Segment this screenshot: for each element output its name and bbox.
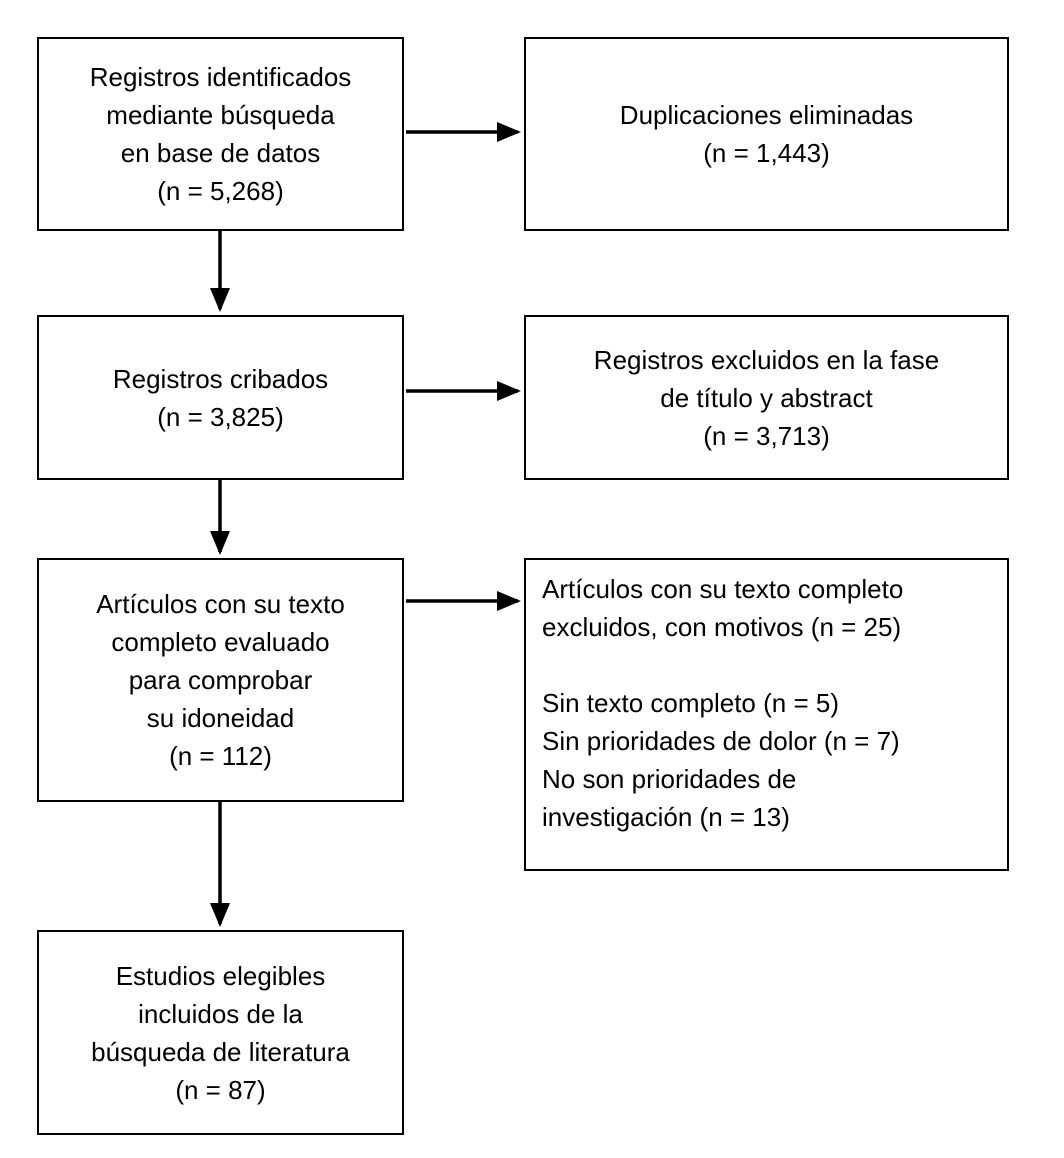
- box-text-line: Estudios elegibles: [115, 960, 326, 991]
- box-text-line: Sin texto completo (n = 5): [542, 688, 839, 718]
- box-text-line: Registros excluidos en la fase: [593, 344, 940, 375]
- box-fulltext-assessed: [37, 558, 404, 802]
- box-duplicates-removed: [524, 37, 1009, 231]
- box-fulltext-excluded: [524, 558, 1009, 871]
- box-records-identified: [37, 37, 404, 231]
- box-text-line: excluidos, con motivos (n = 25): [542, 612, 902, 642]
- box-text-line: completo evaluado: [111, 627, 330, 657]
- box-text-line: mediante búsqueda: [106, 100, 335, 130]
- box-count: (n = 5,268): [157, 176, 284, 206]
- box-text-line: búsqueda de literatura: [91, 1036, 350, 1067]
- box-count: (n = 3,713): [703, 420, 830, 451]
- box-text-line: investigación (n = 13): [542, 802, 790, 832]
- box-text-line: en base de datos: [120, 138, 321, 168]
- box-studies-included: [37, 930, 404, 1135]
- box-text-line: Duplicaciones eliminadas: [619, 100, 914, 130]
- box-text-line: No son prioridades de: [542, 764, 797, 794]
- box-text-line: Registros cribados: [112, 363, 329, 394]
- box-text-line: para comprobar: [128, 665, 313, 695]
- box-count: (n = 1,443): [703, 138, 830, 168]
- box-text-line: Artículos con su texto: [96, 589, 345, 619]
- box-text-line: Registros identificados: [89, 62, 352, 92]
- box-text-line: incluidos de la: [138, 998, 303, 1029]
- box-count: (n = 87): [175, 1074, 266, 1105]
- box-text-line: Sin prioridades de dolor (n = 7): [542, 726, 900, 756]
- box-excluded-title-abstract: [524, 315, 1009, 480]
- box-count: (n = 112): [169, 741, 272, 771]
- box-text-line: su idoneidad: [146, 703, 295, 733]
- box-count: (n = 3,825): [157, 401, 284, 432]
- box-text-line: Artículos con su texto completo: [542, 574, 904, 604]
- box-text-line: de título y abstract: [660, 382, 873, 413]
- box-records-screened: [37, 315, 404, 480]
